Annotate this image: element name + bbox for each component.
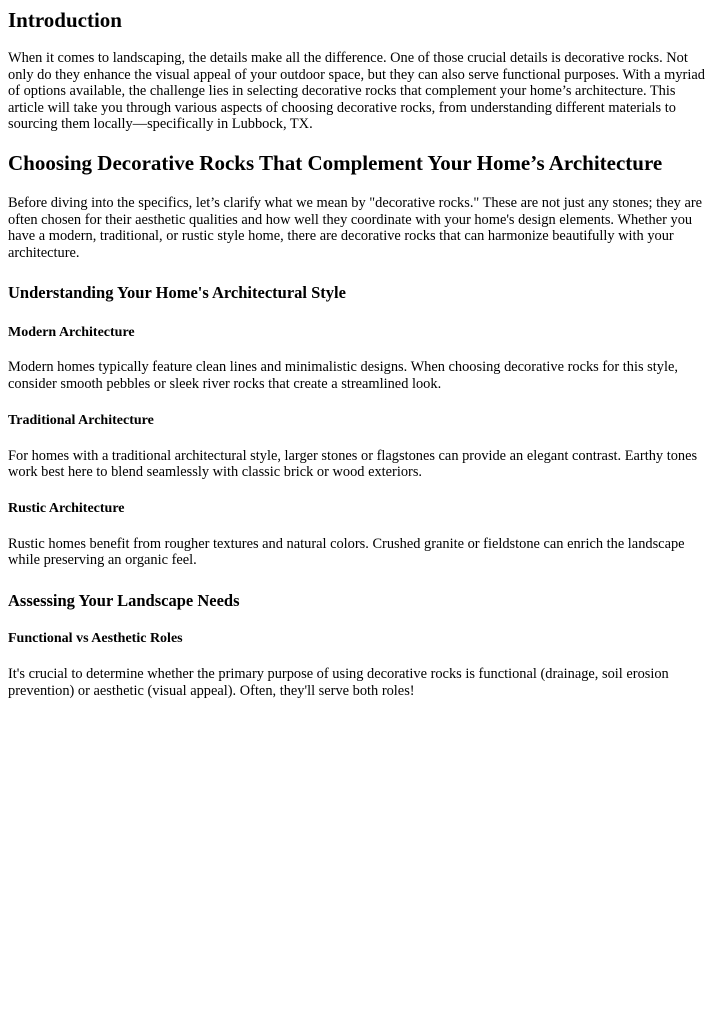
understanding-heading: Understanding Your Home's Architectural Style — [8, 283, 346, 303]
rustic-architecture-paragraph: Rustic homes benefit from rougher textures and natural colors. Crushed granite or fieldstone can enrich the landscape while preserving an organic feel. — [8, 535, 685, 569]
modern-architecture-heading: Modern Architecture — [8, 325, 135, 341]
traditional-architecture-heading: Traditional Architecture — [8, 412, 154, 428]
assessing-heading: Assessing Your Landscape Needs — [8, 590, 240, 610]
article-page — [0, 8, 720, 699]
intro-heading: Introduction — [8, 8, 122, 32]
rustic-architecture-heading: Rustic Architecture — [8, 500, 125, 516]
functional-vs-aesthetic-heading: Functional vs Aesthetic Roles — [8, 630, 183, 646]
traditional-architecture-paragraph: For homes with a traditional architectural style, larger stones or flagstones can provide an elegant contrast. Earthy tones work best here to blend seamlessly with classic brick or wood exteriors. — [8, 447, 698, 481]
main-heading: Choosing Decorative Rocks That Complement Your Home’s Architecture — [8, 150, 663, 175]
main-paragraph: Before diving into the specifics, let’s clarify what we mean by "decorative rocks." These are not just any stones; they are often chosen for their aesthetic qualities and how well they coordinate with your home's design elements. Whether you have a modern, traditional, or rustic style home, there are decorative rocks that can harmonize beautifully with your architecture. — [8, 194, 703, 261]
intro-paragraph: When it comes to landscaping, the details make all the difference. One of those crucial details is decorative rocks. Not only do they enhance the visual appeal of your outdoor space, but they can also serve functional purposes. With a myriad of options available, the challenge lies in selecting decorative rocks that complement your home’s architecture. This article will take you through various aspects of choosing decorative rocks, from understanding different materials to sourcing them locally—specifically in Lubbock, TX. — [8, 50, 705, 133]
functional-vs-aesthetic-paragraph: It's crucial to determine whether the primary purpose of using decorative rocks is functional (drainage, soil erosion prevention) or aesthetic (visual appeal). Often, they'll serve both roles! — [8, 665, 669, 699]
modern-architecture-paragraph: Modern homes typically feature clean lines and minimalistic designs. When choosing decorative rocks for this style, consider smooth pebbles or sleek river rocks that create a streamlined look. — [8, 359, 678, 392]
